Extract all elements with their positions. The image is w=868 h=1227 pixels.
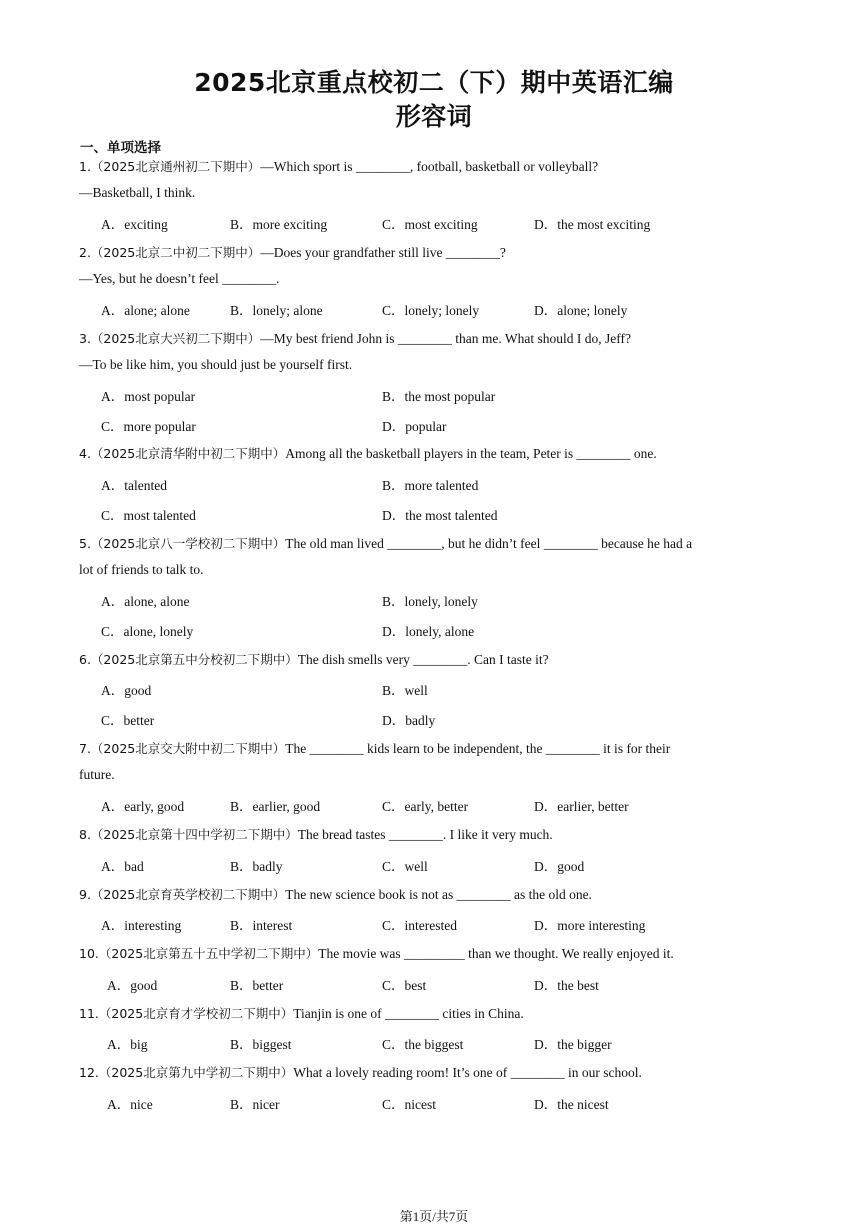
option-a[interactable]: A．bad <box>101 859 144 874</box>
option-c[interactable]: C．most talented <box>101 508 196 523</box>
section-heading: 一、单项选择 <box>80 140 161 156</box>
question-source: 10.（2025北京第五十五中学初二下期中） <box>79 946 319 961</box>
option-a[interactable]: A．interesting <box>101 918 182 933</box>
option-d[interactable]: D．the most talented <box>382 508 498 523</box>
option-a[interactable]: A．big <box>107 1037 148 1052</box>
option-b[interactable]: B．more exciting <box>230 217 328 232</box>
option-c[interactable]: C．well <box>382 859 428 874</box>
question-7 <box>79 739 670 757</box>
question-text: —Which sport is ________, football, basketball or volleyball? <box>260 159 599 174</box>
question-source: 2.（2025北京二中初二下期中） <box>79 245 261 260</box>
question-text: —My best friend John is ________ than me. What should I do, Jeff? <box>260 331 631 346</box>
question-9 <box>79 885 592 903</box>
option-c[interactable]: C．nicest <box>382 1097 436 1112</box>
question-5 <box>79 534 692 552</box>
option-b[interactable]: B．well <box>382 683 428 698</box>
question-3-reply: —To be like him, you should just be yourself first. <box>79 357 353 372</box>
question-source: 8.（2025北京第十四中学初二下期中） <box>79 827 298 842</box>
option-c[interactable]: C．early, better <box>382 799 469 814</box>
option-b[interactable]: B．nicer <box>230 1097 280 1112</box>
option-b[interactable]: B．interest <box>230 918 293 933</box>
question-source: 5.（2025北京八一学校初二下期中） <box>79 536 286 551</box>
question-source: 4.（2025北京清华附中初二下期中） <box>79 446 286 461</box>
question-6 <box>79 650 549 668</box>
option-d[interactable]: D．alone; lonely <box>534 303 628 318</box>
option-c[interactable]: C．most exciting <box>382 217 478 232</box>
option-b[interactable]: B．lonely, lonely <box>382 594 478 609</box>
question-text: Tianjin is one of ________ cities in China. <box>293 1006 524 1021</box>
option-b[interactable]: B．biggest <box>230 1037 292 1052</box>
page-number: 第1页/共7页 <box>399 1209 469 1224</box>
question-12 <box>79 1063 642 1081</box>
option-a[interactable]: A．nice <box>107 1097 153 1112</box>
option-c[interactable]: C．lonely; lonely <box>382 303 480 318</box>
question-text: The movie was _________ than we thought. We really enjoyed it. <box>318 946 674 961</box>
question-1-reply: —Basketball, I think. <box>79 185 196 200</box>
option-b[interactable]: B．better <box>230 978 284 993</box>
option-d[interactable]: D．the most exciting <box>534 217 651 232</box>
question-4 <box>79 444 657 462</box>
question-source: 3.（2025北京大兴初二下期中） <box>79 331 261 346</box>
question-3 <box>79 329 631 347</box>
document-title: 2025北京重点校初二（下）期中英语汇编 <box>194 68 674 97</box>
question-1 <box>79 157 598 175</box>
option-b[interactable]: B．more talented <box>382 478 479 493</box>
option-d[interactable]: D．lonely, alone <box>382 624 475 639</box>
question-8 <box>79 825 553 843</box>
question-source: 1.（2025北京通州初二下期中） <box>79 159 261 174</box>
document-subtitle: 形容词 <box>395 102 473 131</box>
option-d[interactable]: D．badly <box>382 713 436 728</box>
option-d[interactable]: D．popular <box>382 419 447 434</box>
option-c[interactable]: C．best <box>382 978 427 993</box>
question-source: 6.（2025北京第五中分校初二下期中） <box>79 652 298 667</box>
option-a[interactable]: A．good <box>107 978 158 993</box>
question-10 <box>79 944 674 962</box>
option-d[interactable]: D．the bigger <box>534 1037 612 1052</box>
question-source: 12.（2025北京第九中学初二下期中） <box>79 1065 294 1080</box>
option-d[interactable]: D．the nicest <box>534 1097 609 1112</box>
question-source: 9.（2025北京育英学校初二下期中） <box>79 887 286 902</box>
option-d[interactable]: D．the best <box>534 978 599 993</box>
question-text: What a lovely reading room! It’s one of ________ in our school. <box>293 1065 642 1080</box>
option-a[interactable]: A．good <box>101 683 152 698</box>
option-a[interactable]: A．exciting <box>101 217 168 232</box>
question-11 <box>79 1004 524 1022</box>
question-text: The new science book is not as ________ as the old one. <box>285 887 592 902</box>
option-c[interactable]: C．alone, lonely <box>101 624 194 639</box>
option-c[interactable]: C．better <box>101 713 155 728</box>
option-c[interactable]: C．more popular <box>101 419 196 434</box>
option-a[interactable]: A．most popular <box>101 389 196 404</box>
question-text: The ________ kids learn to be independent, the ________ it is for their <box>285 741 671 756</box>
option-a[interactable]: A．talented <box>101 478 167 493</box>
option-b[interactable]: B．the most popular <box>382 389 496 404</box>
option-a[interactable]: A．early, good <box>101 799 185 814</box>
question-text: —Does your grandfather still live ________? <box>260 245 506 260</box>
option-b[interactable]: B．lonely; alone <box>230 303 323 318</box>
question-text: The dish smells very ________. Can I taste it? <box>297 652 549 667</box>
option-a[interactable]: A．alone, alone <box>101 594 190 609</box>
option-d[interactable]: D．more interesting <box>534 918 646 933</box>
question-7-continued: future. <box>79 767 115 782</box>
option-d[interactable]: D．good <box>534 859 585 874</box>
option-a[interactable]: A．alone; alone <box>101 303 190 318</box>
question-source: 7.（2025北京交大附中初二下期中） <box>79 741 286 756</box>
question-source: 11.（2025北京育才学校初二下期中） <box>79 1006 294 1021</box>
option-c[interactable]: C．interested <box>382 918 457 933</box>
question-2-reply: —Yes, but he doesn’t feel ________. <box>79 271 280 286</box>
question-text: Among all the basketball players in the team, Peter is ________ one. <box>285 446 657 461</box>
option-b[interactable]: B．earlier, good <box>230 799 321 814</box>
question-2 <box>79 243 506 261</box>
option-b[interactable]: B．badly <box>230 859 283 874</box>
question-5-continued: lot of friends to talk to. <box>79 562 204 577</box>
question-text: The bread tastes ________. I like it very much. <box>297 827 553 842</box>
option-d[interactable]: D．earlier, better <box>534 799 629 814</box>
question-text: The old man lived ________, but he didn’t feel ________ because he had a <box>285 536 693 551</box>
option-c[interactable]: C．the biggest <box>382 1037 464 1052</box>
